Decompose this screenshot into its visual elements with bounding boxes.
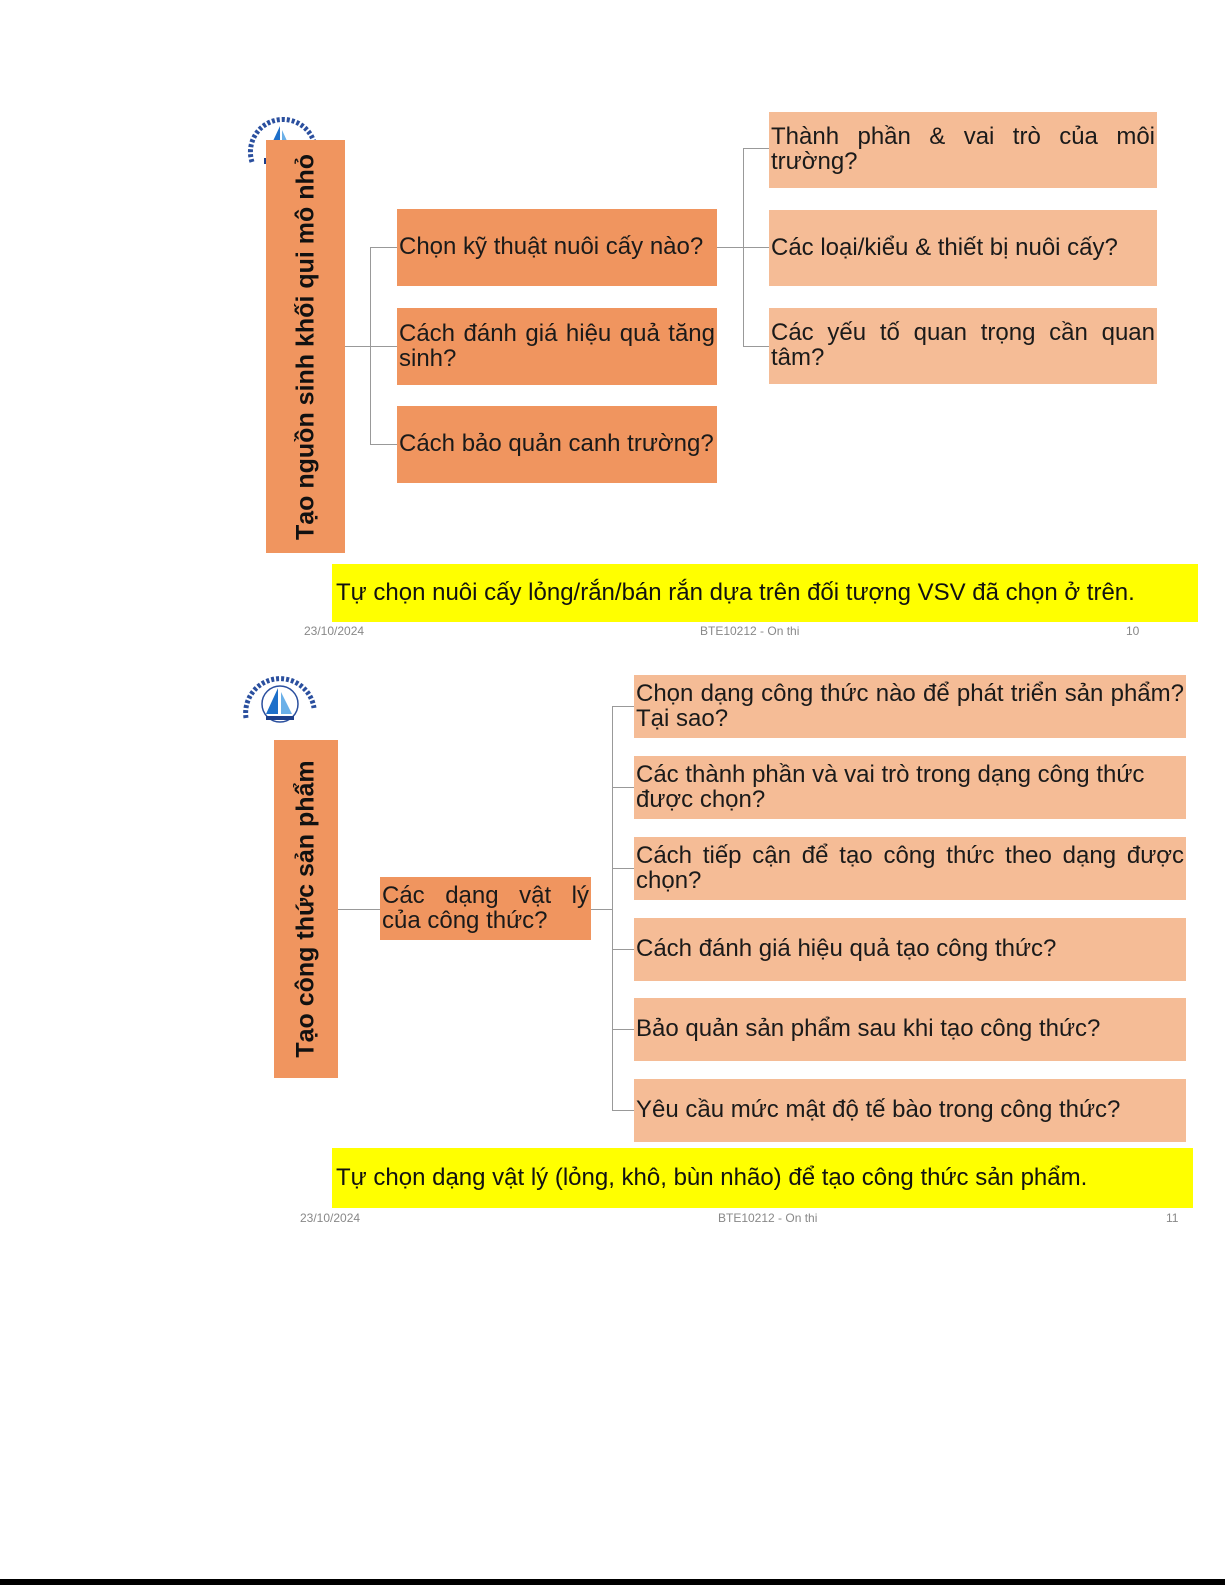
branch-label: Cách đánh giá hiệu quả tăng sinh? [399, 319, 715, 372]
page-bottom-border [0, 1579, 1225, 1585]
branch-label: Chọn kỹ thuật nuôi cấy nào? [399, 233, 704, 261]
branch-node [397, 209, 717, 286]
note-text: Tự chọn dạng vật lý (lỏng, khô, bùn nhão) để tạo công thức sản phẩm. [336, 1164, 1088, 1191]
note-banner [332, 564, 1198, 622]
leaf-label: Các thành phần và vai trò trong dạng công thức được chọn? [636, 760, 1145, 813]
leaf-label: Cách đánh giá hiệu quả tạo công thức? [636, 935, 1057, 963]
connector [612, 1029, 634, 1030]
branch-node [397, 406, 717, 483]
leaf-label: Chọn dạng công thức nào để phát triển sản phẩm? Tại sao? [636, 679, 1184, 732]
leaf-label: Các loại/kiểu & thiết bị nuôi cấy? [771, 233, 1118, 261]
leaf-node [634, 837, 1186, 900]
leaf-node [634, 918, 1186, 981]
leaf-label: Bảo quản sản phẩm sau khi tạo công thức? [636, 1015, 1101, 1043]
connector [338, 909, 381, 910]
connector [370, 247, 398, 248]
connector [743, 148, 770, 149]
connector [370, 346, 398, 347]
footer-course: BTE10212 - On thi [718, 1211, 818, 1225]
leaf-label: Các yếu tố quan trọng cần quan tâm? [771, 319, 1155, 371]
leaf-node [634, 998, 1186, 1061]
branch-node [380, 877, 591, 940]
branch-label: Cách bảo quản canh trường? [399, 430, 714, 458]
connector [370, 444, 398, 445]
leaf-node [769, 308, 1157, 384]
footer-date: 23/10/2024 [300, 1211, 361, 1225]
connector [743, 247, 770, 248]
leaf-label: Thành phần & vai trò của môi trường? [771, 123, 1155, 175]
university-logo-icon [238, 668, 322, 734]
root-label: Tạo công thức sản phẩm [291, 760, 320, 1058]
branch-label: Các dạng vật lý của công thức? [382, 881, 589, 934]
footer-date: 23/10/2024 [304, 624, 365, 638]
note-banner [332, 1148, 1193, 1208]
branch-node [397, 308, 717, 385]
connector [612, 1110, 634, 1111]
connector [717, 247, 744, 248]
root-node [274, 740, 338, 1078]
leaf-label: Cách tiếp cận để tạo công thức theo dạng được chọn? [636, 841, 1184, 894]
connector [591, 909, 613, 910]
footer-course: BTE10212 - On thi [700, 624, 800, 638]
note-text: Tự chọn nuôi cấy lỏng/rắn/bán rắn dựa trên đối tượng VSV đã chọn ở trên. [336, 579, 1135, 606]
connector [612, 706, 613, 1111]
connector [743, 346, 770, 347]
leaf-node [769, 112, 1157, 188]
leaf-label: Yêu cầu mức mật độ tế bào trong công thức? [636, 1096, 1121, 1124]
leaf-node [634, 1079, 1186, 1142]
leaf-node [634, 756, 1186, 819]
connector [612, 868, 634, 869]
connector [612, 949, 634, 950]
footer-page: 10 [1126, 624, 1140, 638]
leaf-node [634, 675, 1186, 738]
connector [612, 706, 634, 707]
root-label: Tạo nguồn sinh khối qui mô nhỏ [291, 153, 319, 540]
footer-page: 11 [1166, 1211, 1179, 1225]
root-node [266, 140, 345, 553]
connector [345, 346, 371, 347]
leaf-node [769, 210, 1157, 286]
connector [612, 787, 634, 788]
